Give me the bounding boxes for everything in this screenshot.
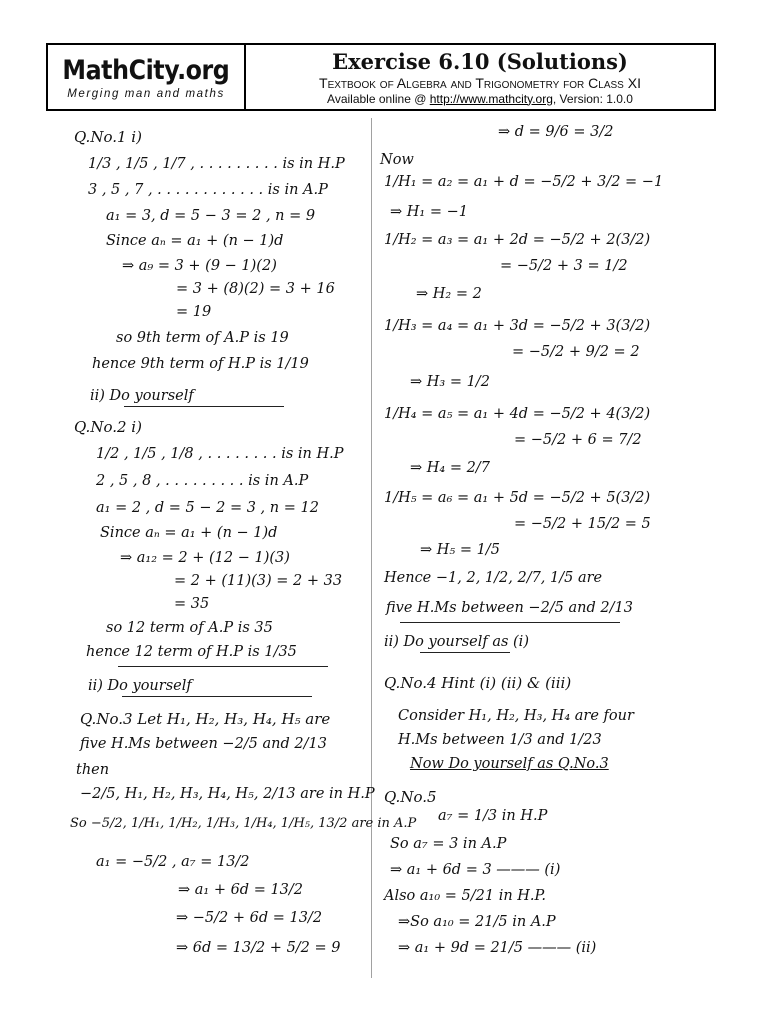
page-title: Exercise 6.10 (Solutions)	[332, 48, 628, 74]
solution-line: five H.Ms between −2/5 and 2/13	[80, 736, 327, 752]
solution-line: = −5/2 + 3 = 1/2	[500, 258, 628, 274]
solution-line: = 3 + (8)(2) = 3 + 16	[176, 281, 335, 297]
solution-line: 1/2 , 1/5 , 1/8 , . . . . . . . . is in H.P	[96, 446, 344, 462]
solution-line: ⇒ H₅ = 1/5	[420, 542, 500, 558]
book-subtitle: Textbook of Algebra and Trigonometry for Class XI	[319, 74, 641, 91]
solution-line: 1/H₄ = a₅ = a₁ + 4d = −5/2 + 4(3/2)	[384, 406, 651, 422]
solution-line: hence 12 term of H.P is 1/35	[86, 644, 297, 660]
site-logo: MathCity.org	[62, 54, 230, 86]
separator-rule	[118, 666, 328, 667]
solution-line: Since aₙ = a₁ + (n − 1)d	[106, 233, 284, 249]
solution-line: ⇒ 6d = 13/2 + 5/2 = 9	[176, 940, 341, 956]
solution-line: 1/H₅ = a₆ = a₁ + 5d = −5/2 + 5(3/2)	[384, 490, 651, 506]
solution-line: hence 9th term of H.P is 1/19	[92, 356, 309, 372]
solution-line: = −5/2 + 6 = 7/2	[514, 432, 642, 448]
solution-line: so 12 term of A.P is 35	[106, 620, 273, 636]
solution-line: ii) Do yourself	[88, 678, 192, 694]
solution-line: ⇒ H₄ = 2/7	[410, 460, 490, 476]
question-3-heading: Q.No.3 Let H₁, H₂, H₃, H₄, H₅ are	[80, 710, 331, 728]
solution-line: so 9th term of A.P is 19	[116, 330, 289, 346]
solution-line: ⇒ d = 9/6 = 3/2	[498, 124, 614, 140]
solution-line: a₁ = −5/2 , a₇ = 13/2	[96, 854, 250, 870]
solution-line: a₁ = 2 , d = 5 − 2 = 3 , n = 12	[96, 500, 319, 516]
solution-line: −2/5, H₁, H₂, H₃, H₄, H₅, 2/13 are in H.P	[80, 786, 375, 802]
solution-line: then	[76, 762, 110, 778]
question-4-heading: Q.No.4 Hint (i) (ii) & (iii)	[384, 674, 572, 692]
online-prefix: Available online @	[327, 91, 430, 106]
solution-line: ⇒ H₂ = 2	[416, 286, 482, 302]
solution-line: a₇ = 1/3 in H.P	[438, 808, 548, 824]
solution-line: So −5/2, 1/H₁, 1/H₂, 1/H₃, 1/H₄, 1/H₅, 13/2 are in A.P	[70, 816, 417, 831]
underline-rule	[122, 696, 312, 697]
solution-line: 1/3 , 1/5 , 1/7 , . . . . . . . . . is in H.P	[88, 156, 345, 172]
solution-line: Now	[380, 152, 414, 168]
solution-line: Since aₙ = a₁ + (n − 1)d	[100, 525, 278, 541]
solution-line: ⇒ a₉ = 3 + (9 − 1)(2)	[122, 258, 277, 274]
solution-line: = 19	[176, 304, 212, 320]
solution-line: 1/H₂ = a₃ = a₁ + 2d = −5/2 + 2(3/2)	[384, 232, 651, 248]
page-header	[46, 43, 716, 111]
solution-line: Consider H₁, H₂, H₃, H₄ are four	[398, 708, 634, 724]
solution-line: Hence −1, 2, 1/2, 2/7, 1/5 are	[384, 570, 603, 586]
separator-rule	[400, 622, 620, 623]
solution-line: = −5/2 + 15/2 = 5	[514, 516, 651, 532]
question-2-heading: Q.No.2 i)	[74, 418, 142, 436]
solution-line: 1/H₁ = a₂ = a₁ + d = −5/2 + 3/2 = −1	[384, 174, 664, 190]
tagline: Merging man and maths	[67, 87, 225, 100]
question-5-heading: Q.No.5	[384, 788, 437, 806]
solution-line: = 2 + (11)(3) = 2 + 33	[174, 573, 343, 589]
solution-line: five H.Ms between −2/5 and 2/13	[386, 600, 633, 616]
solution-line: ⇒ a₁ + 9d = 21/5 ——— (ii)	[398, 940, 597, 956]
solution-line: H.Ms between 1/3 and 1/23	[398, 732, 602, 748]
underline-rule	[420, 652, 510, 653]
solution-line: 2 , 5 , 8 , . . . . . . . . . is in A.P	[96, 473, 309, 489]
version-label: , Version: 1.0.0	[552, 91, 633, 106]
solution-line: ⇒ H₃ = 1/2	[410, 374, 490, 390]
solution-line: = −5/2 + 9/2 = 2	[512, 344, 640, 360]
solution-line: ii) Do yourself as (i)	[384, 634, 529, 650]
solution-line: ⇒ a₁₂ = 2 + (12 − 1)(3)	[120, 550, 290, 566]
solution-line: 1/H₃ = a₄ = a₁ + 3d = −5/2 + 3(3/2)	[384, 318, 651, 334]
solution-line: Now Do yourself as Q.No.3	[410, 756, 609, 772]
logo-box	[48, 45, 246, 109]
availability-line	[327, 92, 633, 106]
solution-line: Also a₁₀ = 5/21 in H.P.	[384, 888, 546, 904]
solution-line: 3 , 5 , 7 , . . . . . . . . . . . . is in A.P	[88, 182, 328, 198]
solution-line: = 35	[174, 596, 210, 612]
solution-line: ⇒ H₁ = −1	[390, 204, 468, 220]
column-divider	[371, 118, 372, 978]
underline-rule	[124, 406, 284, 407]
question-1-heading: Q.No.1 i)	[74, 128, 142, 146]
title-box	[246, 45, 714, 109]
site-link[interactable]: http://www.mathcity.org	[429, 91, 553, 106]
solution-line: So a₇ = 3 in A.P	[390, 836, 507, 852]
solution-line: ⇒ a₁ + 6d = 13/2	[178, 882, 304, 898]
solution-line: ⇒ −5/2 + 6d = 13/2	[176, 910, 323, 926]
solution-line: ⇒So a₁₀ = 21/5 in A.P	[398, 914, 556, 930]
solution-line: ⇒ a₁ + 6d = 3 ——— (i)	[390, 862, 561, 878]
solution-line: a₁ = 3, d = 5 − 3 = 2 , n = 9	[106, 208, 316, 224]
solution-line: ii) Do yourself	[90, 388, 194, 404]
